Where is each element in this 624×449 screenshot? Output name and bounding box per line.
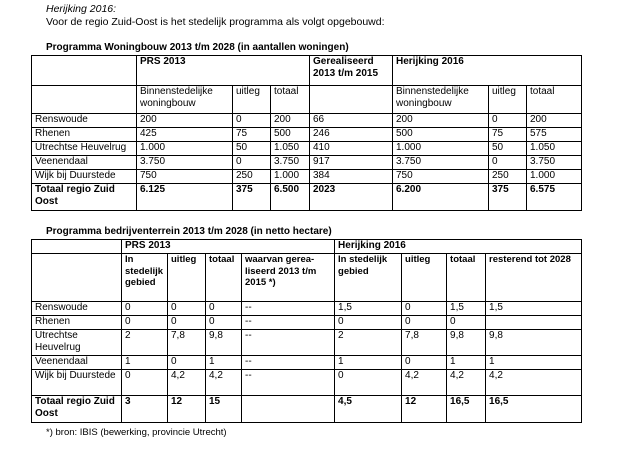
bedrijven-cell-her-totaal: 1,5 bbox=[447, 302, 486, 316]
woningbouw-group-herijking: Herijking 2016 bbox=[393, 56, 582, 86]
woningbouw-cell-prs-binnen: 200 bbox=[137, 114, 233, 128]
table-row bbox=[32, 128, 582, 142]
bedrijven-cell-prs-totaal: 9,8 bbox=[206, 330, 242, 356]
bedrijven-cell-name: Rhenen bbox=[32, 316, 122, 330]
bedrijven-cell-prs-sted: 0 bbox=[122, 316, 168, 330]
bedrijven-cell-prs-uitleg: 7,8 bbox=[168, 330, 206, 356]
woningbouw-cell-prs-totaal: 6.500 bbox=[271, 184, 310, 211]
woningbouw-col-uitleg-2016: uitleg bbox=[489, 86, 527, 114]
woningbouw-col-binnen-2016: Binnenstedelijke woningbouw bbox=[393, 86, 489, 114]
bedrijven-cell-her-sted: 1 bbox=[335, 356, 402, 370]
table-row bbox=[32, 156, 582, 170]
bedrijven-cell-prs-uitleg: 12 bbox=[168, 396, 206, 423]
bedrijven-col-resterend: resterend tot 2028 bbox=[486, 254, 582, 302]
woningbouw-cell-her-totaal: 1.000 bbox=[527, 170, 582, 184]
woningbouw-cell-prs-binnen: 3.750 bbox=[137, 156, 233, 170]
bedrijven-group-prs: PRS 2013 bbox=[122, 240, 335, 254]
bedrijven-cell-prs-totaal: 0 bbox=[206, 302, 242, 316]
woningbouw-col-totaal-2016: totaal bbox=[527, 86, 582, 114]
woningbouw-cell-prs-uitleg: 50 bbox=[233, 142, 271, 156]
table-row bbox=[32, 370, 582, 396]
table-row bbox=[32, 170, 582, 184]
bedrijven-cell-prs-totaal: 1 bbox=[206, 356, 242, 370]
bedrijven-cell-prs-totaal: 4,2 bbox=[206, 370, 242, 396]
bedrijven-cell-waarvan: -- bbox=[242, 316, 335, 330]
bedrijven-cell-prs-uitleg: 0 bbox=[168, 316, 206, 330]
table-row bbox=[32, 316, 582, 330]
bedrijven-cell-waarvan: -- bbox=[242, 370, 335, 396]
footnote: *) bron: IBIS (bewerking, provincie Utrecht) bbox=[46, 427, 227, 438]
table-row bbox=[32, 356, 582, 370]
bedrijven-cell-prs-uitleg: 0 bbox=[168, 356, 206, 370]
woningbouw-cell-her-totaal: 3.750 bbox=[527, 156, 582, 170]
bedrijven-cell-prs-sted: 3 bbox=[122, 396, 168, 423]
woningbouw-cell-prs-totaal: 500 bbox=[271, 128, 310, 142]
woningbouw-cell-her-binnen: 6.200 bbox=[393, 184, 489, 211]
woningbouw-caption: Programma Woningbouw 2013 t/m 2028 (in aantallen woningen) bbox=[46, 42, 349, 53]
woningbouw-cell-prs-binnen: 1.000 bbox=[137, 142, 233, 156]
woningbouw-cell-prs-binnen: 6.125 bbox=[137, 184, 233, 211]
bedrijven-caption: Programma bedrijventerrein 2013 t/m 2028 (in netto hectare) bbox=[46, 226, 332, 237]
woningbouw-cell-prs-totaal: 1.050 bbox=[271, 142, 310, 156]
bedrijven-cell-her-totaal: 1 bbox=[447, 356, 486, 370]
woningbouw-cell-prs-uitleg: 250 bbox=[233, 170, 271, 184]
woningbouw-cell-name: Wijk bij Duurstede bbox=[32, 170, 137, 184]
woningbouw-cell-prs-uitleg: 0 bbox=[233, 114, 271, 128]
woningbouw-cell-her-uitleg: 250 bbox=[489, 170, 527, 184]
bedrijven-cell-her-uitleg: 0 bbox=[402, 356, 447, 370]
woningbouw-cell-her-totaal: 1.050 bbox=[527, 142, 582, 156]
bedrijven-cell-her-totaal: 16,5 bbox=[447, 396, 486, 423]
woningbouw-cell-prs-totaal: 200 bbox=[271, 114, 310, 128]
bedrijven-col-stedelijk: In stedelijk gebied bbox=[122, 254, 168, 302]
woningbouw-cell-gerealiseerd: 66 bbox=[310, 114, 393, 128]
bedrijven-cell-her-sted: 1,5 bbox=[335, 302, 402, 316]
bedrijven-cell-her-totaal: 0 bbox=[447, 316, 486, 330]
woningbouw-cell-prs-uitleg: 375 bbox=[233, 184, 271, 211]
woningbouw-table bbox=[31, 55, 582, 211]
bedrijven-col-totaal: totaal bbox=[206, 254, 242, 302]
woningbouw-cell-prs-uitleg: 75 bbox=[233, 128, 271, 142]
intro bbox=[46, 3, 385, 29]
woningbouw-group-header bbox=[32, 56, 582, 86]
bedrijven-cell-resterend: 1 bbox=[486, 356, 582, 370]
bedrijven-cell-waarvan: -- bbox=[242, 302, 335, 316]
bedrijven-col-uitleg-2016: uitleg bbox=[402, 254, 447, 302]
woningbouw-cell-name: Totaal regio Zuid Oost bbox=[32, 184, 137, 211]
woningbouw-total-row bbox=[32, 184, 582, 211]
bedrijven-col-stedelijk-2016: In stedelijk gebied bbox=[335, 254, 402, 302]
woningbouw-cell-her-uitleg: 0 bbox=[489, 114, 527, 128]
bedrijven-cell-prs-sted: 1 bbox=[122, 356, 168, 370]
bedrijven-cell-her-totaal: 9,8 bbox=[447, 330, 486, 356]
bedrijven-col-waarvan: waarvan gerea-liseerd 2013 t/m 2015 *) bbox=[242, 254, 335, 302]
woningbouw-cell-prs-binnen: 425 bbox=[137, 128, 233, 142]
bedrijven-cell-name: Utrechtse Heuvelrug bbox=[32, 330, 122, 356]
bedrijven-cell-name: Totaal regio Zuid Oost bbox=[32, 396, 122, 423]
woningbouw-cell-her-totaal: 575 bbox=[527, 128, 582, 142]
woningbouw-group-prs: PRS 2013 bbox=[137, 56, 310, 86]
woningbouw-col-uitleg: uitleg bbox=[233, 86, 271, 114]
bedrijven-cell-resterend bbox=[486, 316, 582, 330]
bedrijven-cell-resterend: 9,8 bbox=[486, 330, 582, 356]
bedrijven-cell-her-sted: 0 bbox=[335, 316, 402, 330]
woningbouw-column-header bbox=[32, 86, 582, 114]
bedrijven-table bbox=[31, 239, 582, 423]
woningbouw-cell-gerealiseerd: 384 bbox=[310, 170, 393, 184]
woningbouw-cell-prs-totaal: 3.750 bbox=[271, 156, 310, 170]
table-row bbox=[32, 330, 582, 356]
bedrijven-cell-prs-uitleg: 0 bbox=[168, 302, 206, 316]
woningbouw-cell-gerealiseerd: 410 bbox=[310, 142, 393, 156]
woningbouw-cell-her-uitleg: 75 bbox=[489, 128, 527, 142]
intro-title: Herijking 2016: bbox=[46, 3, 117, 15]
woningbouw-cell-her-uitleg: 375 bbox=[489, 184, 527, 211]
bedrijven-cell-her-uitleg: 4,2 bbox=[402, 370, 447, 396]
woningbouw-cell-name: Renswoude bbox=[32, 114, 137, 128]
woningbouw-cell-her-binnen: 750 bbox=[393, 170, 489, 184]
bedrijven-cell-her-uitleg: 0 bbox=[402, 302, 447, 316]
bedrijven-cell-her-sted: 0 bbox=[335, 370, 402, 396]
table-row bbox=[32, 114, 582, 128]
bedrijven-cell-waarvan: -- bbox=[242, 356, 335, 370]
bedrijven-cell-her-sted: 2 bbox=[335, 330, 402, 356]
bedrijven-total-row bbox=[32, 396, 582, 423]
woningbouw-col-binnen: Binnenstedelijke woningbouw bbox=[137, 86, 233, 114]
bedrijven-cell-resterend: 4,2 bbox=[486, 370, 582, 396]
bedrijven-col-uitleg: uitleg bbox=[168, 254, 206, 302]
bedrijven-cell-prs-sted: 2 bbox=[122, 330, 168, 356]
bedrijven-cell-resterend: 16,5 bbox=[486, 396, 582, 423]
woningbouw-cell-her-binnen: 3.750 bbox=[393, 156, 489, 170]
table-row bbox=[32, 142, 582, 156]
table-row bbox=[32, 302, 582, 316]
woningbouw-cell-her-totaal: 200 bbox=[527, 114, 582, 128]
bedrijven-cell-resterend: 1,5 bbox=[486, 302, 582, 316]
bedrijven-cell-her-sted: 4,5 bbox=[335, 396, 402, 423]
bedrijven-col-totaal-2016: totaal bbox=[447, 254, 486, 302]
bedrijven-cell-name: Wijk bij Duurstede bbox=[32, 370, 122, 396]
bedrijven-cell-prs-uitleg: 4,2 bbox=[168, 370, 206, 396]
woningbouw-cell-name: Rhenen bbox=[32, 128, 137, 142]
woningbouw-cell-her-binnen: 1.000 bbox=[393, 142, 489, 156]
woningbouw-cell-prs-totaal: 1.000 bbox=[271, 170, 310, 184]
bedrijven-cell-her-uitleg: 0 bbox=[402, 316, 447, 330]
bedrijven-cell-her-uitleg: 7,8 bbox=[402, 330, 447, 356]
bedrijven-cell-prs-sted: 0 bbox=[122, 370, 168, 396]
bedrijven-cell-prs-totaal: 0 bbox=[206, 316, 242, 330]
woningbouw-cell-gerealiseerd: 2023 bbox=[310, 184, 393, 211]
bedrijven-cell-waarvan: -- bbox=[242, 330, 335, 356]
bedrijven-cell-prs-totaal: 15 bbox=[206, 396, 242, 423]
bedrijven-cell-her-uitleg: 12 bbox=[402, 396, 447, 423]
bedrijven-cell-name: Veenendaal bbox=[32, 356, 122, 370]
woningbouw-cell-prs-uitleg: 0 bbox=[233, 156, 271, 170]
bedrijven-cell-waarvan bbox=[242, 396, 335, 423]
woningbouw-cell-her-binnen: 200 bbox=[393, 114, 489, 128]
woningbouw-cell-her-totaal: 6.575 bbox=[527, 184, 582, 211]
woningbouw-col-totaal: totaal bbox=[271, 86, 310, 114]
woningbouw-cell-prs-binnen: 750 bbox=[137, 170, 233, 184]
woningbouw-cell-name: Veenendaal bbox=[32, 156, 137, 170]
bedrijven-column-header bbox=[32, 254, 582, 302]
woningbouw-cell-gerealiseerd: 917 bbox=[310, 156, 393, 170]
woningbouw-cell-gerealiseerd: 246 bbox=[310, 128, 393, 142]
woningbouw-cell-name: Utrechtse Heuvelrug bbox=[32, 142, 137, 156]
bedrijven-cell-her-totaal: 4,2 bbox=[447, 370, 486, 396]
woningbouw-group-gerealiseerd: Gerealiseerd 2013 t/m 2015 bbox=[310, 56, 393, 86]
woningbouw-cell-her-binnen: 500 bbox=[393, 128, 489, 142]
woningbouw-cell-her-uitleg: 50 bbox=[489, 142, 527, 156]
intro-text: Voor de regio Zuid-Oost is het stedelijk programma als volgt opgebouwd: bbox=[46, 16, 385, 28]
bedrijven-cell-prs-sted: 0 bbox=[122, 302, 168, 316]
bedrijven-group-header bbox=[32, 240, 582, 254]
bedrijven-group-herijking: Herijking 2016 bbox=[335, 240, 582, 254]
woningbouw-cell-her-uitleg: 0 bbox=[489, 156, 527, 170]
bedrijven-cell-name: Renswoude bbox=[32, 302, 122, 316]
